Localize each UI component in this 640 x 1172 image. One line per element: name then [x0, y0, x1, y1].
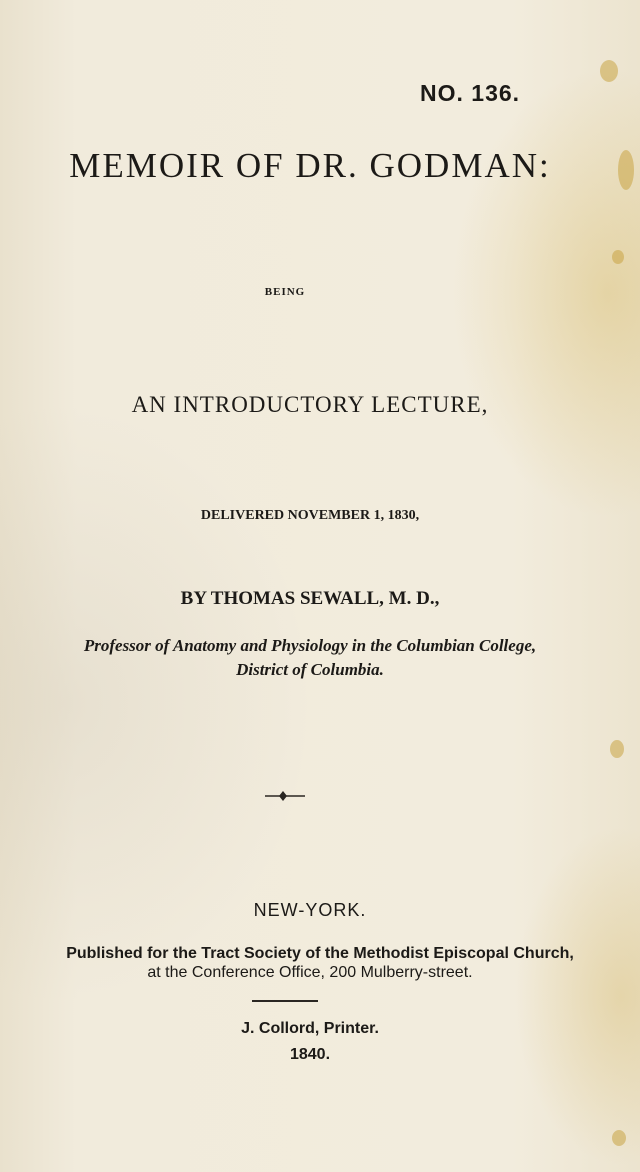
imprint-rule — [252, 1000, 318, 1002]
tract-number: NO. 136. — [420, 80, 521, 106]
delivery-date: DELIVERED NOVEMBER 1, 1830, — [200, 508, 420, 523]
subtitle-lecture: AN INTRODUCTORY LECTURE, — [131, 392, 489, 417]
imprint-year: 1840. — [289, 1046, 331, 1063]
imprint-publisher: Published for the Tract Society of the Methodist Episcopal Church, — [66, 945, 574, 962]
foxing-stain — [612, 250, 624, 264]
being-label: BEING — [264, 286, 306, 298]
imprint-address: at the Conference Office, 200 Mulberry-street. — [147, 964, 473, 981]
foxing-stain — [600, 60, 618, 82]
author-line: BY THOMAS SEWALL, M. D., — [180, 588, 440, 609]
imprint-city: NEW-YORK. — [253, 900, 367, 920]
page-title: MEMOIR OF DR. GODMAN: — [69, 146, 551, 185]
imprint-printer: J. Collord, Printer. — [241, 1020, 379, 1037]
author-affiliation: Professor of Anatomy and Physiology in the Columbian College, — [83, 636, 537, 655]
foxing-stain — [610, 740, 624, 758]
foxing-stain — [618, 150, 634, 190]
author-affiliation-location: District of Columbia. — [236, 660, 384, 679]
foxing-stain — [612, 1130, 626, 1146]
ornament-divider-icon — [265, 790, 305, 802]
